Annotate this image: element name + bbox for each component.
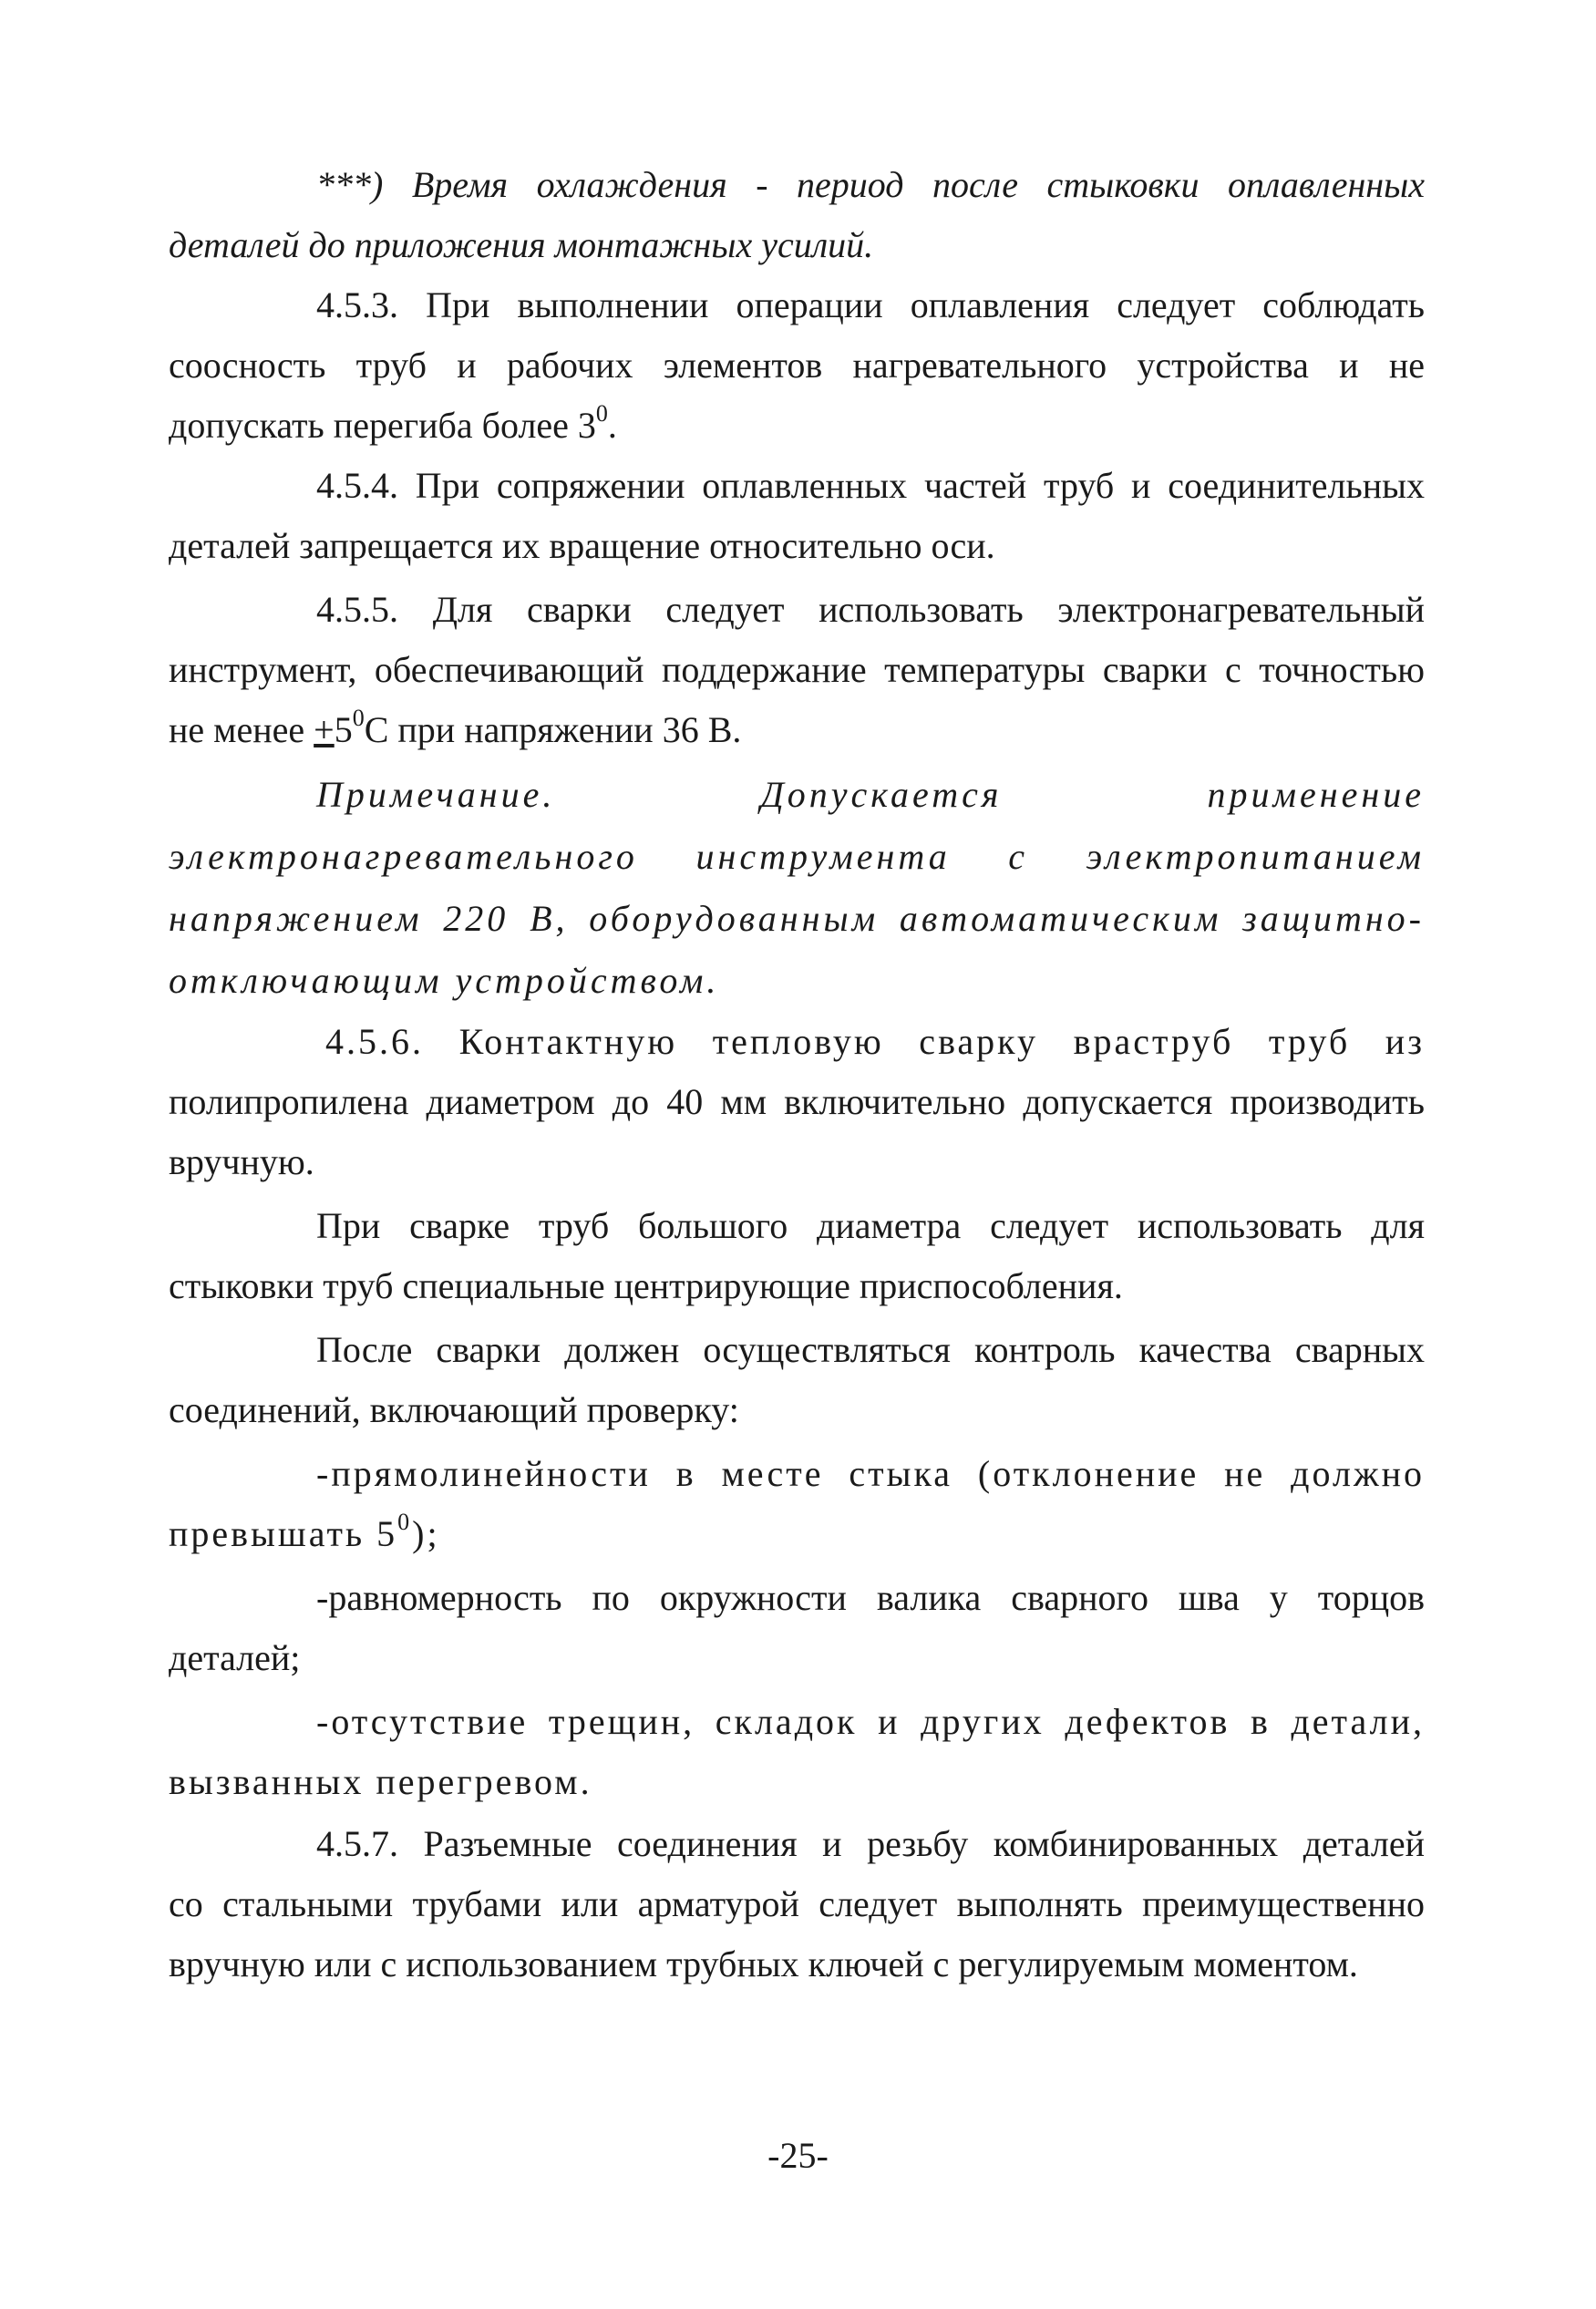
p453-line-1: 4.5.3. При выполнении операции оплавления следует соблюдать <box>316 284 1425 325</box>
paragraph-quality-control <box>169 1320 1425 1440</box>
footnote-line-2: деталей до приложения монтажных усилий. <box>169 224 874 265</box>
p455-line-3-a: не менее <box>169 709 314 750</box>
plus-minus-sign: + <box>314 709 335 750</box>
item-uniformity <box>169 1568 1425 1688</box>
p456-line-2: полипропилена диаметром до 40 мм включительно допускается производить <box>169 1081 1425 1122</box>
p457-line-2: со стальными трубами или арматурой следует выполнять преимущественно <box>169 1883 1425 1924</box>
uniformity-line-1: -равномерность по окружности валика сварного шва у торцов <box>316 1577 1425 1618</box>
large-diameter-line-1: При сварке труб большого диаметра следует использовать для <box>316 1205 1425 1246</box>
p455-line-3-b: 5 <box>334 709 353 750</box>
p455-line-1: 4.5.5. Для сварки следует использовать электронагревательный <box>316 589 1425 630</box>
p453-line-3-end: . <box>607 405 617 446</box>
footnote-cooling-time <box>169 155 1425 275</box>
paragraph-4-5-5 <box>169 580 1425 760</box>
defects-line-2: вызванных перегревом. <box>169 1761 592 1802</box>
item-defects <box>169 1692 1425 1812</box>
straightness-line-2-end: ); <box>412 1513 440 1554</box>
p457-line-1: 4.5.7. Разъемные соединения и резьбу комбинированных деталей <box>316 1823 1425 1864</box>
note-line-3: напряжением 220 В, оборудованным автоматическим защитно- <box>169 898 1425 939</box>
paragraph-4-5-4 <box>169 456 1425 576</box>
page-number: -25- <box>767 2135 829 2176</box>
note-block <box>169 764 1425 1012</box>
defects-line-1: -отсутствие трещин, складок и других дефектов в детали, <box>316 1701 1425 1742</box>
p455-line-2: инструмент, обеспечивающий поддержание температуры сварки с точностью <box>169 649 1425 690</box>
p454-line-2: деталей запрещается их вращение относительно оси. <box>169 525 995 566</box>
p455-line-3 <box>169 700 1425 760</box>
footnote-line-1: ***) Время охлаждения - период после стыковки оплавленных <box>316 164 1425 205</box>
degree-superscript: 0 <box>397 1509 413 1535</box>
control-line-2: соединений, включающий проверку: <box>169 1389 739 1430</box>
uniformity-line-2: деталей; <box>169 1637 301 1678</box>
note-line-2: электронагревательного инструмента с электропитанием <box>169 836 1425 877</box>
paragraph-4-5-3 <box>169 275 1425 456</box>
paragraph-4-5-7 <box>169 1814 1425 1995</box>
degree-superscript: 0 <box>352 705 365 731</box>
p455-line-3-c: С при напряжении 36 В. <box>364 709 742 750</box>
p454-line-1: 4.5.4. При сопряжении оплавленных частей труб и соединительных <box>316 465 1425 506</box>
p453-line-2: соосность труб и рабочих элементов нагревательного устройства и не <box>169 345 1425 386</box>
paragraph-large-diameter <box>169 1196 1425 1316</box>
p457-line-3: вручную или с использованием трубных ключей с регулируемым моментом. <box>169 1943 1358 1984</box>
straightness-line-2 <box>169 1504 1425 1564</box>
straightness-line-2-text: превышать 5 <box>169 1513 398 1554</box>
note-line-4: отключающим устройством. <box>169 960 720 1001</box>
large-diameter-line-2: стыковки труб специальные центрирующие приспособления. <box>169 1265 1123 1306</box>
p456-line-3: вручную. <box>169 1141 314 1182</box>
note-line-1: Примечание. Допускается применение <box>316 774 1425 815</box>
degree-superscript: 0 <box>595 400 608 427</box>
p453-line-3-text: допускать перегиба более 3 <box>169 405 596 446</box>
control-line-1: После сварки должен осуществляться контроль качества сварных <box>316 1329 1425 1370</box>
p453-line-3 <box>169 396 1425 456</box>
p456-line-1: 4.5.6. Контактную тепловую сварку враструб труб из <box>325 1021 1425 1062</box>
straightness-line-1: -прямолинейности в месте стыка (отклонение не должно <box>316 1453 1425 1494</box>
item-straightness <box>169 1444 1425 1564</box>
paragraph-4-5-6 <box>169 1012 1425 1192</box>
